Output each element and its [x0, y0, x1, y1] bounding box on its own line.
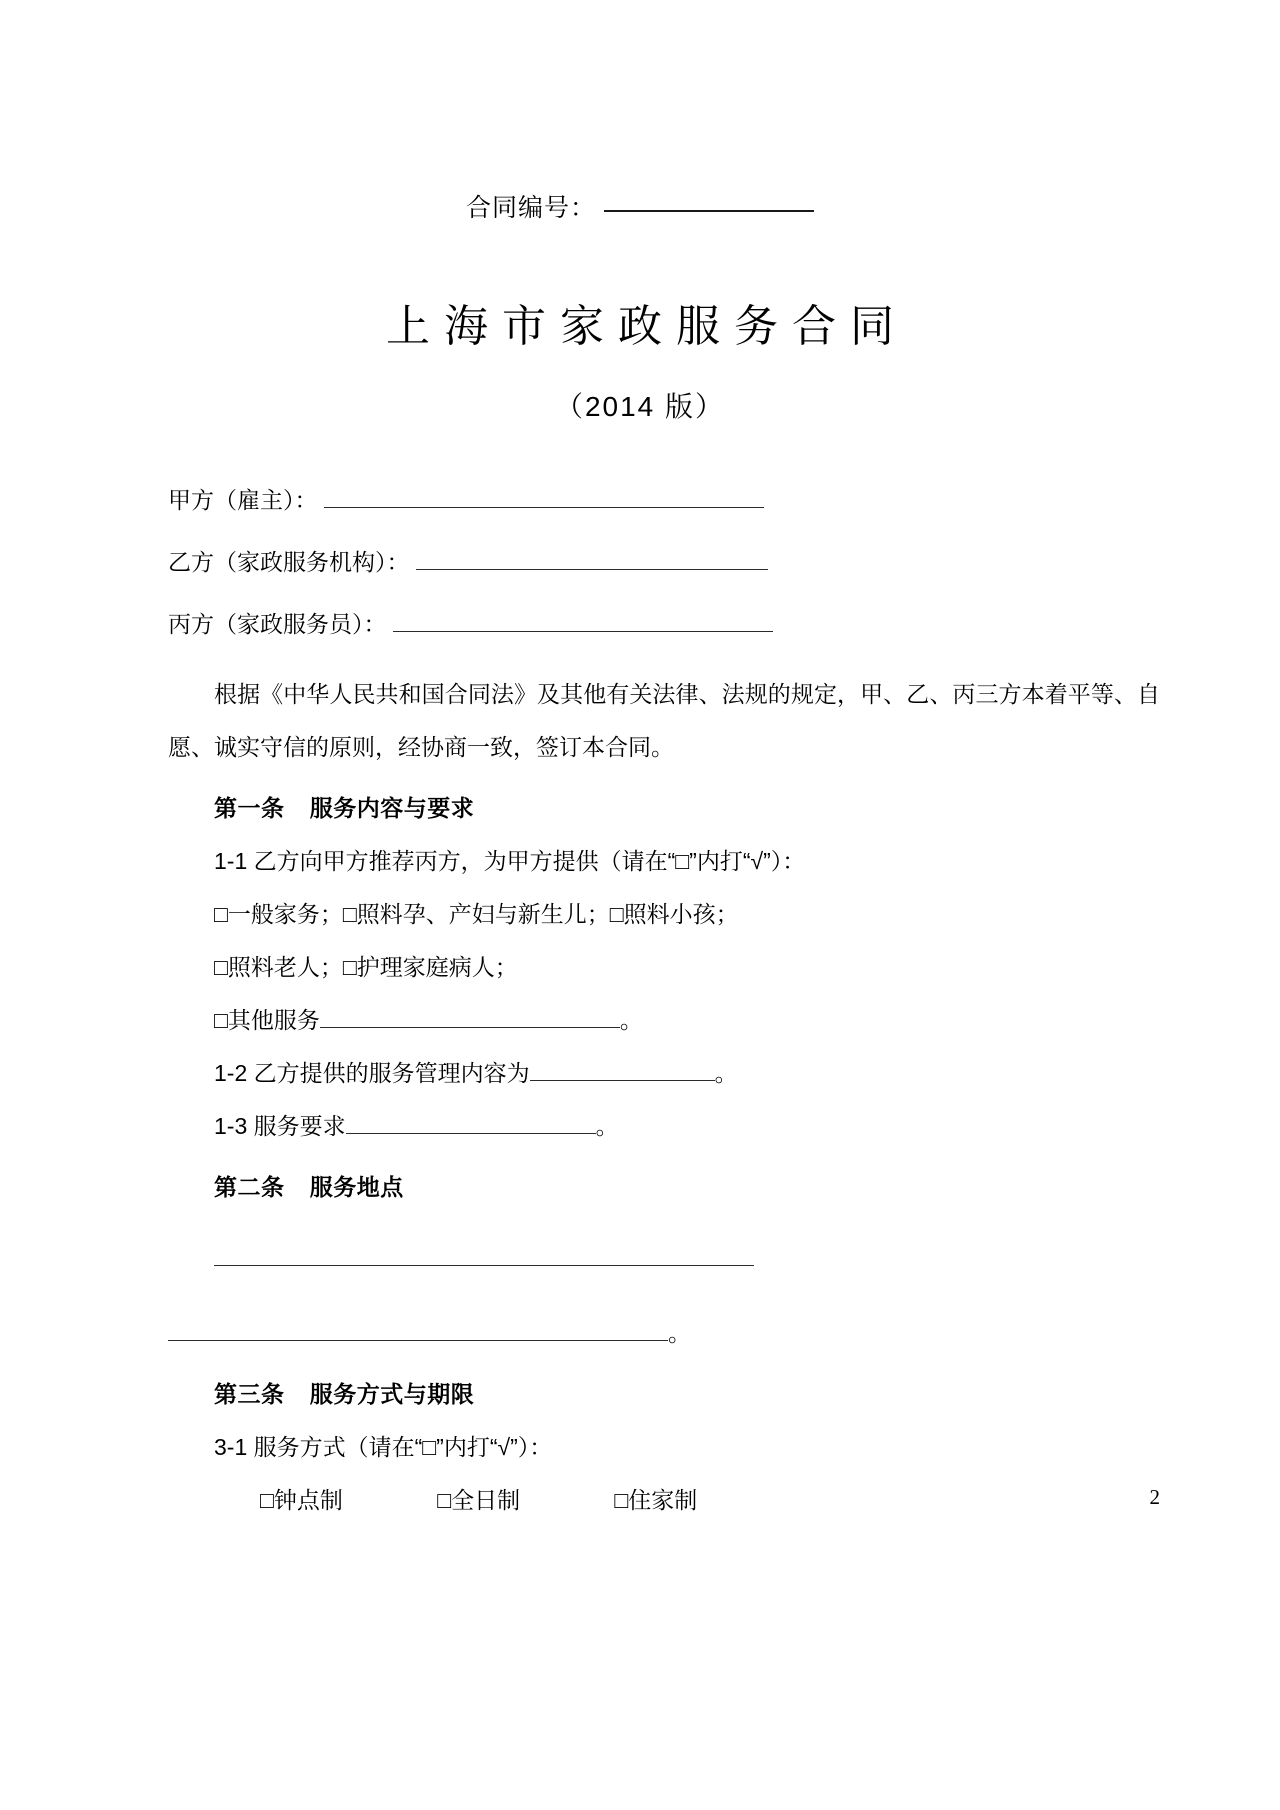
services-row-2[interactable]: □照料老人；□护理家庭病人； — [214, 954, 518, 980]
clause-1-title: 服务内容与要求 — [309, 795, 475, 821]
clause-3-title: 服务方式与期限 — [309, 1381, 475, 1407]
other-service-period: 。 — [619, 1007, 643, 1033]
clause-1-number: 第一条 — [214, 795, 285, 821]
clause-1-3-label: 1-3 服务要求 — [214, 1113, 346, 1139]
clause-1-2-period: 。 — [714, 1060, 738, 1086]
clause-1-3-blank[interactable] — [346, 1118, 596, 1134]
services-row-1[interactable]: □一般家务；□照料孕、产妇与新生儿；□照料小孩； — [214, 901, 739, 927]
services-row-3 — [168, 994, 1160, 1047]
party-blank-bingfang[interactable] — [393, 614, 773, 632]
party-blank-yifang[interactable] — [416, 552, 768, 570]
service-mode-options — [168, 1474, 1160, 1527]
contract-number-label: 合同编号： — [465, 195, 596, 222]
party-label-yifang: 乙方（家政服务机构）： — [168, 549, 410, 575]
clause-1-2-row — [168, 1047, 1160, 1100]
page-number: 2 — [1149, 1485, 1160, 1509]
other-service-label[interactable]: □其他服务 — [214, 1007, 320, 1033]
clause-1-2-label: 1-2 乙方提供的服务管理内容为 — [214, 1060, 530, 1086]
service-location-line-2 — [168, 1307, 1160, 1360]
party-row — [168, 606, 1160, 639]
page-title: 上海市家政服务合同 — [386, 302, 908, 351]
service-mode-option-live-in[interactable]: □住家制 — [614, 1487, 698, 1513]
service-location-blank-1[interactable] — [214, 1250, 754, 1266]
party-label-jiafang: 甲方（雇主）： — [168, 487, 318, 513]
document-body — [168, 668, 1160, 1527]
clause-2-heading — [168, 1161, 1160, 1214]
clause-2-number: 第二条 — [214, 1174, 285, 1200]
parties-section — [168, 482, 1160, 668]
clause-3-heading — [168, 1368, 1160, 1421]
service-mode-option-fullday[interactable]: □全日制 — [437, 1487, 521, 1513]
clause-1-3-period: 。 — [595, 1113, 619, 1139]
other-service-blank[interactable] — [320, 1012, 620, 1028]
clause-3-number: 第三条 — [214, 1381, 285, 1407]
service-location-blank-2[interactable] — [168, 1325, 668, 1341]
service-mode-option-hourly[interactable]: □钟点制 — [260, 1487, 343, 1513]
clause-1-1-text: 1-1 乙方向甲方推荐丙方，为甲方提供（请在“□”内打“√”）： — [214, 848, 806, 874]
contract-number-blank[interactable] — [604, 210, 814, 212]
contract-number-row — [0, 188, 1280, 224]
party-row — [168, 482, 1160, 515]
clause-1-2-blank[interactable] — [530, 1065, 715, 1081]
party-blank-jiafang[interactable] — [324, 490, 764, 508]
service-location-line-1 — [168, 1232, 1160, 1285]
clause-1-3-row — [168, 1100, 1160, 1153]
service-location-period: 。 — [668, 1320, 691, 1346]
clause-3-1-text: 3-1 服务方式（请在“□”内打“√”）： — [214, 1434, 553, 1460]
preamble-paragraph: 根据《中华人民共和国合同法》及其他有关法律、法规的规定，甲、乙、丙三方本着平等、自愿、诚实守信的原则，经协商一致，签订本合同。 — [168, 681, 1160, 760]
party-row — [168, 544, 1160, 577]
page-subtitle: （2014 版） — [554, 391, 726, 422]
party-label-bingfang: 丙方（家政服务员）： — [168, 611, 387, 637]
clause-1-heading — [168, 782, 1160, 835]
clause-2-title: 服务地点 — [309, 1174, 404, 1200]
